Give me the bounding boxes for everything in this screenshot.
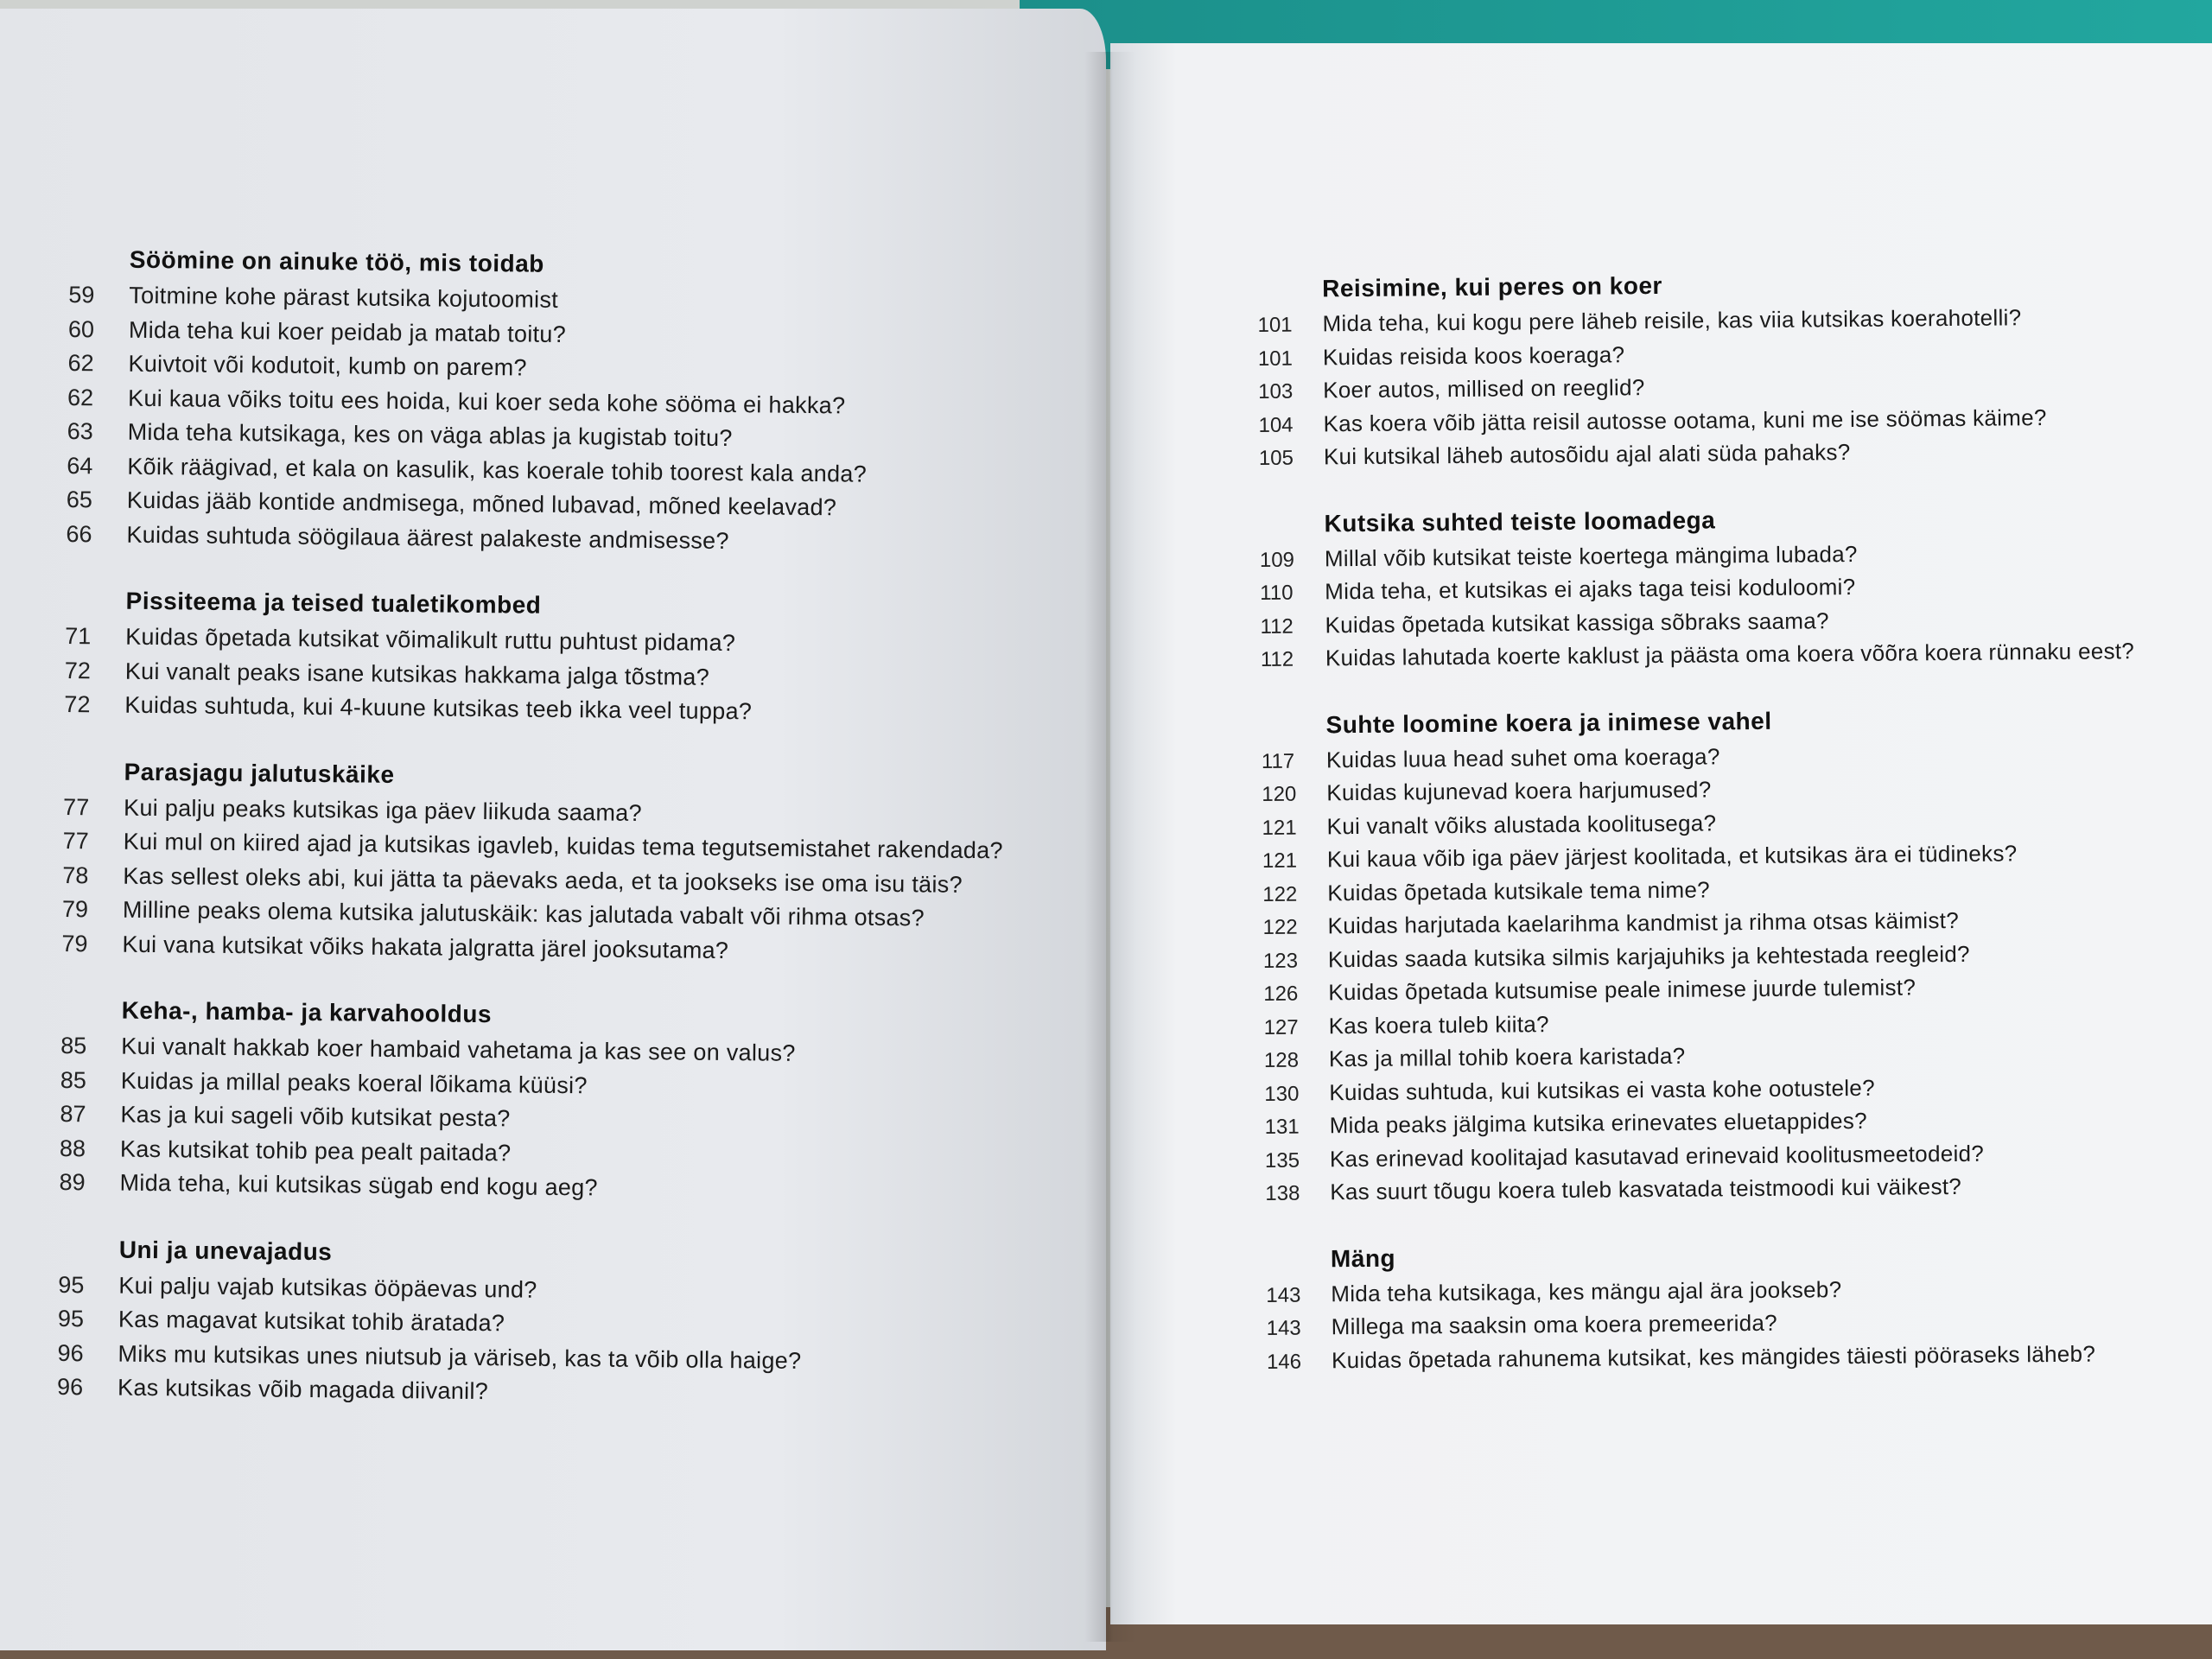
question-text: Kuidas suhtuda söögilaua äärest palakeste andmisesse? <box>126 521 729 554</box>
section-title: Kutsika suhted teiste loomadega <box>1324 505 1716 537</box>
page-number: 96 <box>57 1339 84 1366</box>
question-text: Kõik räägivad, et kala on kasulik, kas koerale tohib toorest kala anda? <box>127 453 868 487</box>
question-text: Millega ma saaksin oma koera premeerida? <box>1331 1309 1778 1340</box>
left-page <box>0 9 1106 1650</box>
toc-section <box>1257 264 2192 475</box>
question-text: Kuidas lahutada koerte kaklust ja päästa oma koera võõra koera rünnaku eest? <box>1325 638 2135 671</box>
question-text: Mida teha, kui kogu pere läheb reisile, kas viia kutsikas koerahotelli? <box>1322 304 2022 337</box>
page-number: 122 <box>1262 882 1298 906</box>
question-text: Kas erinevad koolitajad kasutavad erinevaid koolitusmeetodeid? <box>1329 1140 1985 1172</box>
question-text: Kuidas õpetada kutsikat võimalikult ruttu puhtust pidama? <box>125 623 736 657</box>
page-number: 77 <box>62 793 90 820</box>
page-number: 85 <box>60 1066 87 1093</box>
page-number: 105 <box>1258 446 1294 470</box>
page-number: 72 <box>64 657 92 683</box>
question-text: Kui palju vajab kutsikas ööpäevas und? <box>118 1272 537 1303</box>
question-text: Mida peaks jälgima kutsika erinevates eluetappides? <box>1329 1107 1868 1139</box>
page-number: 64 <box>67 452 93 479</box>
page-number: 112 <box>1260 614 1294 639</box>
page-number: 128 <box>1263 1048 1300 1072</box>
page-number: 143 <box>1266 1283 1301 1307</box>
page-number: 120 <box>1262 782 1297 806</box>
toc-section <box>1266 1234 2200 1378</box>
page-number: 96 <box>56 1373 84 1401</box>
question-text: Kui mul on kiired ajad ja kutsikas igavleb, kuidas tema tegutsemistahet rakendada? <box>123 828 1003 864</box>
question-text: Mida teha kutsikaga, kes mängu ajal ära jookseb? <box>1331 1275 1842 1306</box>
page-number: 85 <box>60 1032 87 1059</box>
page-number: 130 <box>1264 1082 1300 1106</box>
page-number: 110 <box>1260 581 1294 605</box>
page-number: 59 <box>68 281 95 308</box>
question-text: Kuidas ja millal peaks koeral lõikama küüsi? <box>120 1067 588 1098</box>
toc-section <box>57 1231 1052 1414</box>
page-number: 62 <box>67 384 94 410</box>
question-text: Kui vanalt võiks alustada koolitusega? <box>1326 809 1717 839</box>
question-text: Kas koera tuleb kiita? <box>1328 1010 1549 1039</box>
question-text: Kas suurt tõugu koera tuleb kasvatada teistmoodi kui väikest? <box>1330 1173 1962 1205</box>
page-number: 123 <box>1262 949 1299 973</box>
question-text: Toitmine kohe pärast kutsika kojutoomist <box>129 282 559 313</box>
question-text: Kuidas kujunevad koera harjumused? <box>1326 776 1712 806</box>
book-gutter <box>1084 52 1136 1642</box>
question-text: Kuivtoit või kodutoit, kumb on parem? <box>128 350 528 381</box>
question-text: Mida teha kui koer peidab ja matab toitu? <box>128 316 567 347</box>
page-number: 103 <box>1258 379 1294 404</box>
question-text: Kas kutsikas võib magada diivanil? <box>117 1374 489 1405</box>
page-number: 138 <box>1265 1181 1300 1205</box>
page-number: 121 <box>1262 849 1298 873</box>
page-number: 78 <box>62 861 89 888</box>
question-text: Kuidas õpetada rahunema kutsikat, kes mängides täiesti pööraseks läheb? <box>1331 1340 2096 1373</box>
page-number: 121 <box>1262 816 1297 840</box>
question-text: Kas ja millal tohib koera karistada? <box>1328 1042 1686 1072</box>
question-text: Kas ja kui sageli võib kutsikat pesta? <box>120 1101 511 1132</box>
question-text: Millal võib kutsikat teiste koertega mängima lubada? <box>1324 540 1858 571</box>
question-text: Kui vanalt hakkab koer hambaid vahetama ja kas see on valus? <box>121 1033 796 1066</box>
question-text: Kuidas suhtuda, kui 4-kuune kutsikas teeb ikka veel tuppa? <box>124 691 753 725</box>
toc-section <box>61 753 1057 971</box>
toc-entry <box>1259 434 2192 475</box>
section-title: Pissiteema ja teised tualetikombed <box>125 587 542 619</box>
question-text: Mida teha, et kutsikas ei ajaks taga teisi koduloomi? <box>1325 573 1856 605</box>
page-number: 87 <box>60 1100 86 1128</box>
question-text: Kuidas jääb kontide andmisega, mõned lubavad, mõned keelavad? <box>126 486 837 521</box>
page-number: 109 <box>1259 548 1295 572</box>
page-number: 95 <box>58 1271 85 1298</box>
toc-section <box>59 993 1054 1211</box>
section-title: Parasjagu jalutuskäike <box>124 758 395 788</box>
question-text: Kuidas harjutada kaelarihma kandmist ja rihma otsas käimist? <box>1327 906 1960 939</box>
section-title: Suhte loomine koera ja inimese vahel <box>1325 707 1772 738</box>
question-text: Kas magavat kutsikat tohib äratada? <box>118 1306 505 1337</box>
page-number: 65 <box>66 486 93 513</box>
page-number: 95 <box>57 1305 85 1332</box>
page-number: 60 <box>67 315 95 342</box>
section-title: Reisimine, kui peres on koer <box>1322 271 1662 302</box>
left-toc <box>57 242 1063 1414</box>
right-toc <box>1257 264 2200 1378</box>
page-number: 71 <box>65 622 92 650</box>
section-title: Mäng <box>1330 1244 1396 1272</box>
question-text: Kas koera võib jätta reisil autosse ootama, kuni me ise söömas käime? <box>1323 404 2047 436</box>
page-number: 72 <box>64 690 91 718</box>
page-number: 143 <box>1266 1316 1301 1340</box>
page-number: 88 <box>59 1135 86 1161</box>
page-number: 112 <box>1260 647 1294 671</box>
question-text: Kas sellest oleks abi, kui jätta ta päevaks aeda, et ta jookseks ise oma isu täis? <box>123 862 963 898</box>
section-title: Söömine on ainuke töö, mis toidab <box>129 245 545 277</box>
question-text: Kui vana kutsikat võiks hakata jalgratta järel jooksutama? <box>122 931 729 963</box>
page-number: 117 <box>1261 749 1295 773</box>
page-number: 131 <box>1264 1115 1300 1139</box>
page-number: 127 <box>1263 1015 1299 1039</box>
question-text: Miks mu kutsikas unes niutsub ja väriseb, kas ta võib olla haige? <box>118 1340 802 1374</box>
section-title: Keha-, hamba- ja karvahooldus <box>121 996 493 1028</box>
toc-entry <box>1265 1169 2198 1211</box>
page-number: 77 <box>62 827 89 855</box>
page-number: 126 <box>1263 982 1299 1006</box>
page-number: 89 <box>59 1168 86 1196</box>
question-text: Kuidas õpetada kutsumise peale inimese juurde tulemist? <box>1328 974 1916 1006</box>
page-number: 62 <box>67 349 94 377</box>
page-number: 122 <box>1262 915 1298 939</box>
toc-section <box>66 242 1063 562</box>
page-number: 135 <box>1264 1148 1300 1173</box>
question-text: Kuidas luua head suhet oma koeraga? <box>1325 742 1720 772</box>
question-text: Kui kaua võib iga päev järjest koolitada, et kutsikas ära ei tüdineks? <box>1326 840 2018 873</box>
toc-section <box>1259 499 2194 676</box>
toc-section <box>64 583 1059 733</box>
toc-entry <box>1261 635 2194 677</box>
question-text: Kui palju peaks kutsikas iga päev liikuda saama? <box>123 794 643 826</box>
question-text: Kui kutsikal läheb autosõidu ajal alati süda pahaks? <box>1323 439 1851 470</box>
question-text: Mida teha kutsikaga, kes on väga ablas ja kugistab toitu? <box>127 418 733 452</box>
section-title: Uni ja unevajadus <box>118 1236 333 1265</box>
page-number: 79 <box>61 930 88 957</box>
question-text: Kas kutsikat tohib pea pealt paitada? <box>119 1135 512 1166</box>
question-text: Koer autos, millised on reeglid? <box>1323 374 1645 404</box>
page-number: 101 <box>1257 346 1294 371</box>
page-number: 146 <box>1266 1350 1302 1374</box>
question-text: Kuidas õpetada kutsikat kassiga sõbraks saama? <box>1325 607 1829 638</box>
question-text: Kuidas suhtuda, kui kutsikas ei vasta kohe ootustele? <box>1329 1074 1875 1105</box>
question-text: Mida teha, kui kutsikas sügab end kogu aeg? <box>119 1169 598 1201</box>
page-number: 79 <box>61 895 89 923</box>
toc-section <box>1261 700 2198 1210</box>
page-number: 63 <box>67 417 93 445</box>
question-text: Kui kaua võiks toitu ees hoida, kui koer seda kohe sööma ei hakka? <box>127 385 846 418</box>
page-number: 104 <box>1258 413 1294 437</box>
question-text: Kuidas saada kutsika silmis karjajuhiks ja kehtestada reegleid? <box>1327 940 1970 972</box>
question-text: Milline peaks olema kutsika jalutuskäik: kas jalutada vabalt või rihma otsas? <box>122 896 925 931</box>
page-number: 101 <box>1257 313 1293 337</box>
page-number: 66 <box>66 520 92 547</box>
question-text: Kuidas reisida koos koeraga? <box>1322 340 1625 370</box>
question-text: Kuidas õpetada kutsikale tema nime? <box>1327 875 1711 906</box>
question-text: Kui vanalt peaks isane kutsikas hakkama jalga tõstma? <box>124 658 710 690</box>
